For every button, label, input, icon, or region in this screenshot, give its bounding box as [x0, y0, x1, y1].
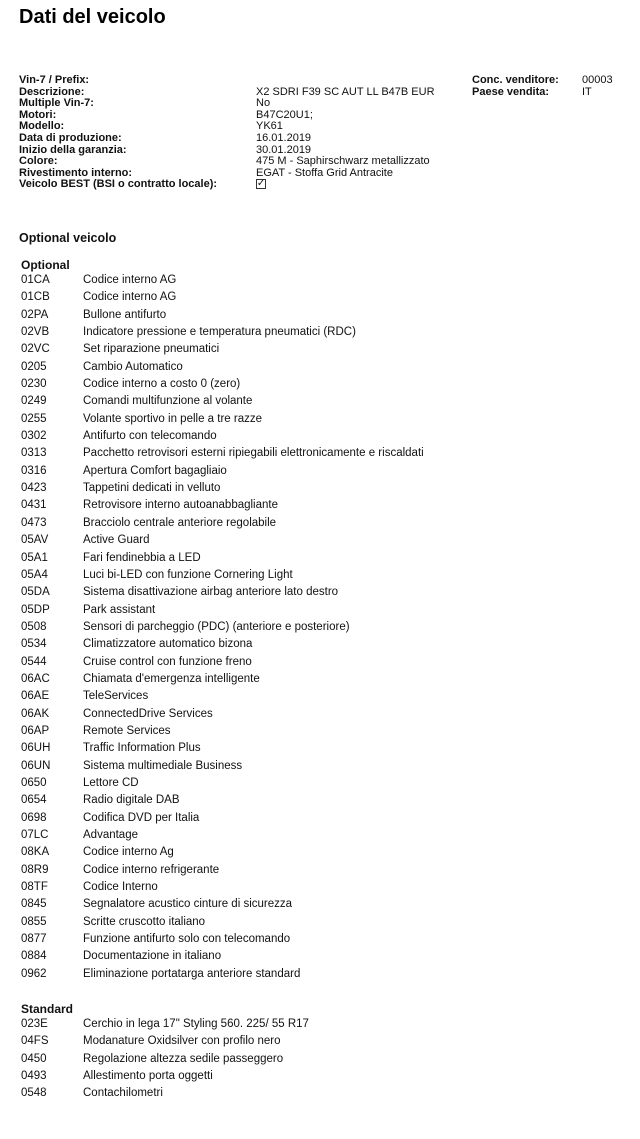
option-description: Segnalatore acustico cinture di sicurezza [83, 898, 293, 911]
option-description: Regolazione altezza sedile passeggero [83, 1052, 284, 1065]
option-row [21, 966, 301, 983]
option-code: 06AK [21, 707, 50, 720]
info-label: Veicolo BEST (BSI o contratto locale): [19, 178, 218, 191]
option-code: 0650 [21, 776, 47, 789]
option-code: 06UN [21, 759, 51, 772]
option-description: Bracciolo centrale anteriore regolabile [83, 516, 277, 529]
page-title: Dati del veicolo [19, 6, 166, 28]
option-description: Codice interno Ag [83, 846, 174, 859]
info-value: IT [582, 85, 592, 98]
option-code: 0654 [21, 794, 47, 807]
option-row [21, 879, 158, 896]
option-description: Allestimento porta oggetti [83, 1070, 213, 1083]
dealer-info [472, 75, 632, 98]
option-row [21, 1085, 163, 1102]
option-description: Pacchetto retrovisori esterni ripiegabili elettronicamente e riscaldati [83, 447, 424, 460]
option-row [21, 393, 253, 410]
option-description: Advantage [83, 829, 138, 841]
option-description: Volante sportivo in pelle a tre razze [83, 412, 262, 425]
option-description: Funzione antifurto solo con telecomando [83, 933, 291, 946]
optional-section [21, 258, 424, 983]
option-row [21, 1068, 213, 1085]
info-label: Motori: [19, 108, 57, 121]
option-code: 0431 [21, 499, 47, 512]
option-code: 0302 [21, 430, 47, 443]
option-row [21, 341, 220, 358]
option-description: Set riparazione pneumatici [83, 343, 220, 356]
option-description: Sensori di parcheggio (PDC) (anteriore e posteriore) [83, 620, 350, 633]
option-code: 0698 [21, 811, 47, 824]
option-row [21, 602, 156, 619]
checkmark-icon: ✓ [256, 178, 266, 190]
option-description: TeleServices [83, 690, 149, 703]
best-checkbox[interactable] [256, 179, 266, 189]
option-code: 0877 [21, 933, 47, 946]
option-row [21, 706, 213, 723]
option-code: 0255 [21, 412, 47, 425]
option-row [21, 688, 149, 705]
option-code: 04FS [21, 1035, 49, 1048]
option-code: 08TF [21, 881, 48, 894]
option-row [21, 671, 260, 688]
option-row [21, 1016, 309, 1033]
option-description: Retrovisore interno autoanabbagliante [83, 499, 278, 512]
option-description: Eliminazione portatarga anteriore standard [83, 967, 301, 980]
option-code: 05A1 [21, 551, 48, 564]
info-value: EGAT - Stoffa Grid Antracite [256, 166, 393, 179]
option-description: Documentazione in italiano [83, 950, 222, 963]
option-description: Antifurto con telecomando [83, 430, 217, 443]
info-label: Multiple Vin-7: [19, 97, 94, 110]
option-code: 0508 [21, 620, 47, 633]
option-code: 0548 [21, 1087, 47, 1100]
option-description: Bullone antifurto [83, 308, 167, 321]
option-code: 06AE [21, 690, 50, 703]
info-label: Descrizione: [19, 85, 85, 98]
option-row [21, 654, 252, 671]
info-value: X2 SDRI F39 SC AUT LL B47B EUR [256, 85, 435, 98]
options-heading: Optional veicolo [19, 231, 117, 245]
option-description: Contachilometri [83, 1087, 163, 1100]
option-row [21, 810, 200, 827]
option-code: 05DP [21, 603, 50, 616]
option-description: Sistema multimediale Business [83, 759, 243, 772]
option-code: 02PA [21, 308, 49, 321]
option-code: 06UH [21, 742, 51, 755]
option-description: Cambio Automatico [83, 360, 183, 373]
option-description: Park assistant [83, 603, 156, 616]
standard-section [21, 1002, 309, 1103]
option-code: 05A4 [21, 568, 48, 581]
info-value: 16.01.2019 [256, 131, 312, 144]
option-row [21, 1051, 284, 1068]
option-code: 0855 [21, 915, 47, 928]
option-description: Tappetini dedicati in velluto [83, 482, 221, 495]
option-code: 0313 [21, 447, 47, 460]
option-description: Cerchio in lega 17" Styling 560. 225/ 55 R17 [83, 1018, 309, 1030]
option-code: 01CA [21, 274, 50, 286]
option-row [21, 463, 227, 480]
option-code: 02VC [21, 343, 50, 356]
info-label: Inizio della garanzia: [19, 143, 127, 156]
option-row [21, 515, 277, 532]
option-row [21, 497, 278, 514]
option-description: Cruise control con funzione freno [83, 655, 252, 668]
optional-title: Optional [21, 258, 70, 272]
option-row [21, 792, 180, 809]
option-row [21, 1033, 281, 1050]
info-value: 30.01.2019 [256, 143, 312, 156]
option-code: 0423 [21, 482, 47, 495]
option-row [21, 324, 356, 341]
option-description: Codice interno a costo 0 (zero) [83, 378, 241, 391]
option-code: 0205 [21, 360, 47, 373]
option-row [21, 480, 221, 497]
option-code: 05AV [21, 534, 49, 547]
option-row [21, 844, 174, 861]
info-row-conc-venditore [472, 75, 632, 87]
option-description: Codice interno refrigerante [83, 863, 220, 876]
option-row [21, 289, 177, 306]
option-row [21, 550, 201, 567]
option-row [21, 376, 241, 393]
option-code: 0450 [21, 1052, 47, 1065]
option-row [21, 914, 206, 931]
option-row [21, 775, 139, 792]
option-row [21, 862, 220, 879]
info-value: 00003 [582, 74, 613, 86]
option-row [21, 445, 424, 462]
option-code: 07LC [21, 829, 49, 841]
option-row [21, 619, 350, 636]
option-row [21, 758, 243, 775]
option-code: 0544 [21, 655, 47, 668]
option-code: 0473 [21, 516, 47, 529]
option-description: Sistema disattivazione airbag anteriore lato destro [83, 586, 339, 599]
option-description: Codice interno AG [83, 274, 177, 286]
option-row [21, 740, 201, 757]
option-description: Scritte cruscotto italiano [83, 915, 206, 928]
option-code: 0534 [21, 638, 47, 651]
option-description: Climatizzatore automatico bizona [83, 638, 253, 651]
option-description: Comandi multifunzione al volante [83, 395, 253, 408]
option-description: Fari fendinebbia a LED [83, 551, 201, 564]
option-row [21, 359, 183, 376]
option-code: 0962 [21, 967, 47, 980]
option-code: 08KA [21, 846, 50, 859]
option-row [21, 584, 339, 601]
option-description: Codifica DVD per Italia [83, 811, 200, 824]
option-description: Radio digitale DAB [83, 794, 180, 807]
option-row [21, 307, 167, 324]
option-row [21, 567, 293, 584]
option-code: 08R9 [21, 863, 49, 876]
info-label: Conc. venditore: [472, 74, 559, 86]
option-row [21, 931, 291, 948]
option-description: Indicatore pressione e temperatura pneumatici (RDC) [83, 326, 356, 339]
option-code: 023E [21, 1018, 48, 1030]
info-label: Colore: [19, 155, 58, 168]
optional-list [21, 272, 424, 983]
option-code: 0493 [21, 1070, 47, 1083]
option-row [21, 636, 253, 653]
info-value: No [256, 97, 271, 110]
option-description: Modanature Oxidsilver con profilo nero [83, 1035, 281, 1048]
option-code: 02VB [21, 326, 50, 339]
option-description: Lettore CD [83, 776, 139, 789]
option-description: Traffic Information Plus [83, 742, 201, 755]
option-code: 0316 [21, 464, 47, 477]
option-description: Luci bi-LED con funzione Cornering Light [83, 568, 293, 581]
option-row [21, 532, 150, 549]
info-value: YK61 [256, 120, 283, 133]
option-row [21, 827, 138, 844]
option-description: Remote Services [83, 724, 171, 737]
option-code: 0230 [21, 378, 47, 391]
info-row-paese-vendita [472, 87, 632, 99]
info-label: Rivestimento interno: [19, 166, 133, 179]
option-row [21, 723, 171, 740]
option-description: ConnectedDrive Services [83, 707, 213, 720]
option-code: 0845 [21, 898, 47, 911]
option-description: Active Guard [83, 534, 150, 547]
option-code: 05DA [21, 586, 50, 599]
option-code: 06AC [21, 672, 50, 685]
option-row [21, 411, 262, 428]
option-description: Codice interno AG [83, 291, 177, 304]
option-description: Chiamata d'emergenza intelligente [83, 672, 260, 685]
option-row [21, 948, 222, 965]
option-description: Codice Interno [83, 881, 158, 894]
option-row [21, 272, 177, 289]
option-description: Apertura Comfort bagagliaio [83, 464, 227, 477]
option-code: 0249 [21, 395, 47, 408]
option-row [21, 896, 293, 913]
info-value: 475 M - Saphirschwarz metallizzato [256, 155, 430, 168]
info-label: Vin-7 / Prefix: [19, 74, 90, 86]
info-label: Data di produzione: [19, 131, 122, 144]
option-code: 06AP [21, 724, 50, 737]
option-code: 0884 [21, 950, 47, 963]
standard-list [21, 1016, 309, 1103]
option-row [21, 428, 217, 445]
info-value: B47C20U1; [256, 108, 313, 121]
info-label: Modello: [19, 120, 65, 133]
info-label: Paese vendita: [472, 85, 550, 98]
option-code: 01CB [21, 291, 50, 304]
standard-title: Standard [21, 1002, 74, 1016]
